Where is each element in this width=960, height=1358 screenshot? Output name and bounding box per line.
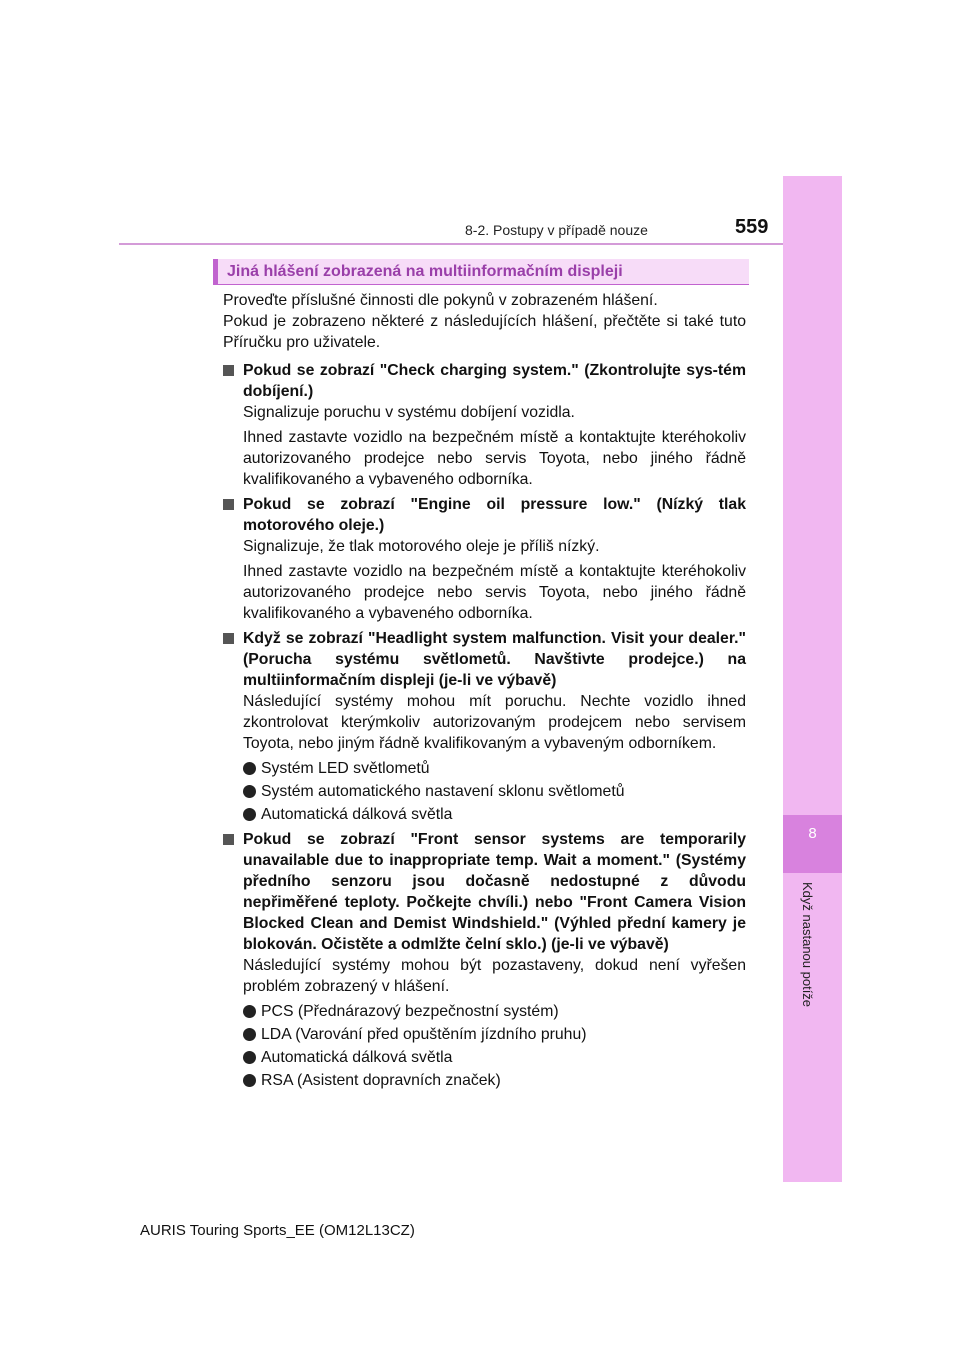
- bullet-dot-icon: [243, 1028, 256, 1041]
- square-bullet-icon: [223, 499, 234, 510]
- bullet-text: RSA (Asistent dopravních značek): [261, 1072, 501, 1089]
- intro-line: Proveďte příslušné činnosti dle pokynů v zobrazeném hlášení.: [223, 292, 658, 309]
- header-rule: [119, 243, 783, 245]
- chapter-side-tab: [783, 176, 842, 1182]
- square-bullet-icon: [223, 633, 234, 644]
- bullet-text: Systém LED světlometů: [261, 760, 430, 777]
- message-title-text: Když se zobrazí "Headlight system malfunction. Visit your dealer." (Porucha systému světlometů. Navštivte prodejce.) na multiinformačním displeji (je-li ve výbavě): [243, 630, 746, 689]
- message-item: [223, 494, 746, 624]
- message-title: [243, 628, 746, 691]
- bullet-dot-icon: [243, 785, 256, 798]
- message-item: [223, 360, 746, 490]
- message-item: [223, 628, 746, 825]
- message-item: [223, 829, 746, 1091]
- bullet-text: Systém automatického nastavení sklonu světlometů: [261, 783, 625, 800]
- message-title-text: Pokud se zobrazí "Engine oil pressure low." (Nízký tlak motorového oleje.): [243, 496, 746, 534]
- square-bullet-icon: [223, 365, 234, 376]
- message-title-text: Pokud se zobrazí "Front sensor systems are temporarily unavailable due to inappropriate temp. Wait a moment." (Systémy předního senzoru jsou dočasně nedostupné z důvodu nepřiměřené teploty. Počkejte chvíli.) nebo "Front Camera Vision Blocked Clean and Demist Windshield." (Výhled přední kamery je blokován. Očistěte a odmlžte čelní sklo.) (je-li ve výbavě): [243, 831, 746, 953]
- message-paragraph: Ihned zastavte vozidlo na bezpečném místě a kontaktujte kteréhokoliv autorizovaného prodejce nebo servis Toyota, nebo jiného řádně kvalifikovaného a vybaveného odborníka.: [243, 429, 746, 488]
- bullet-item: [243, 804, 746, 825]
- bullet-dot-icon: [243, 1005, 256, 1018]
- page-number: 559: [735, 216, 769, 238]
- message-paragraph: Signalizuje, že tlak motorového oleje je příliš nízký.: [243, 538, 600, 555]
- chapter-number: 8: [808, 825, 817, 842]
- square-bullet-icon: [223, 834, 234, 845]
- message-paragraph: Následující systémy mohou být pozastaveny, dokud není vyřešen problém zobrazený v hlášení.: [243, 957, 746, 995]
- message-paragraph: Signalizuje poruchu v systému dobíjení vozidla.: [243, 404, 575, 421]
- message-title: [243, 360, 746, 402]
- bullet-dot-icon: [243, 1074, 256, 1087]
- message-title-text: Pokud se zobrazí "Check charging system." (Zkontrolujte sys-tém dobíjení.): [243, 362, 746, 400]
- section-heading: Jiná hlášení zobrazená na multiinformačním displeji: [213, 259, 749, 284]
- bullet-dot-icon: [243, 808, 256, 821]
- bullet-item: [243, 1001, 746, 1022]
- section-title: 8-2. Postupy v případě nouze: [465, 222, 648, 238]
- intro-line: Pokud je zobrazeno některé z následujících hlášení, přečtěte si také tuto Příručku pro uživatele.: [223, 313, 746, 351]
- chapter-title: Když nastanou potíže: [800, 882, 815, 1008]
- bullet-dot-icon: [243, 762, 256, 775]
- message-title: [243, 829, 746, 955]
- chapter-number-block: [783, 815, 842, 873]
- bullet-item: [243, 758, 746, 779]
- bullet-text: LDA (Varování před opuštěním jízdního pruhu): [261, 1026, 587, 1043]
- message-list: [223, 360, 746, 1091]
- bullet-text: Automatická dálková světla: [261, 1049, 453, 1066]
- footer-model: AURIS Touring Sports_EE (OM12L13CZ): [140, 1222, 415, 1239]
- page-content: [223, 290, 746, 1093]
- heading-rule: [213, 284, 749, 285]
- bullet-item: [243, 1070, 746, 1091]
- bullet-item: [243, 781, 746, 802]
- bullet-item: [243, 1024, 746, 1045]
- bullet-text: Automatická dálková světla: [261, 806, 453, 823]
- bullet-dot-icon: [243, 1051, 256, 1064]
- bullet-text: PCS (Přednárazový bezpečnostní systém): [261, 1003, 559, 1020]
- message-title: [243, 494, 746, 536]
- message-paragraph: Následující systémy mohou mít poruchu. Nechte vozidlo ihned zkontrolovat kterýmkoliv autorizovaným prodejcem nebo servisem Toyota, nebo jiným řádně kvalifikovaným a vybaveným odborníkem.: [243, 693, 746, 752]
- message-paragraph: Ihned zastavte vozidlo na bezpečném místě a kontaktujte kteréhokoliv autorizovaného prodejce nebo servis Toyota, nebo jiného řádně kvalifikovaného a vybaveného odborníka.: [243, 563, 746, 622]
- bullet-item: [243, 1047, 746, 1068]
